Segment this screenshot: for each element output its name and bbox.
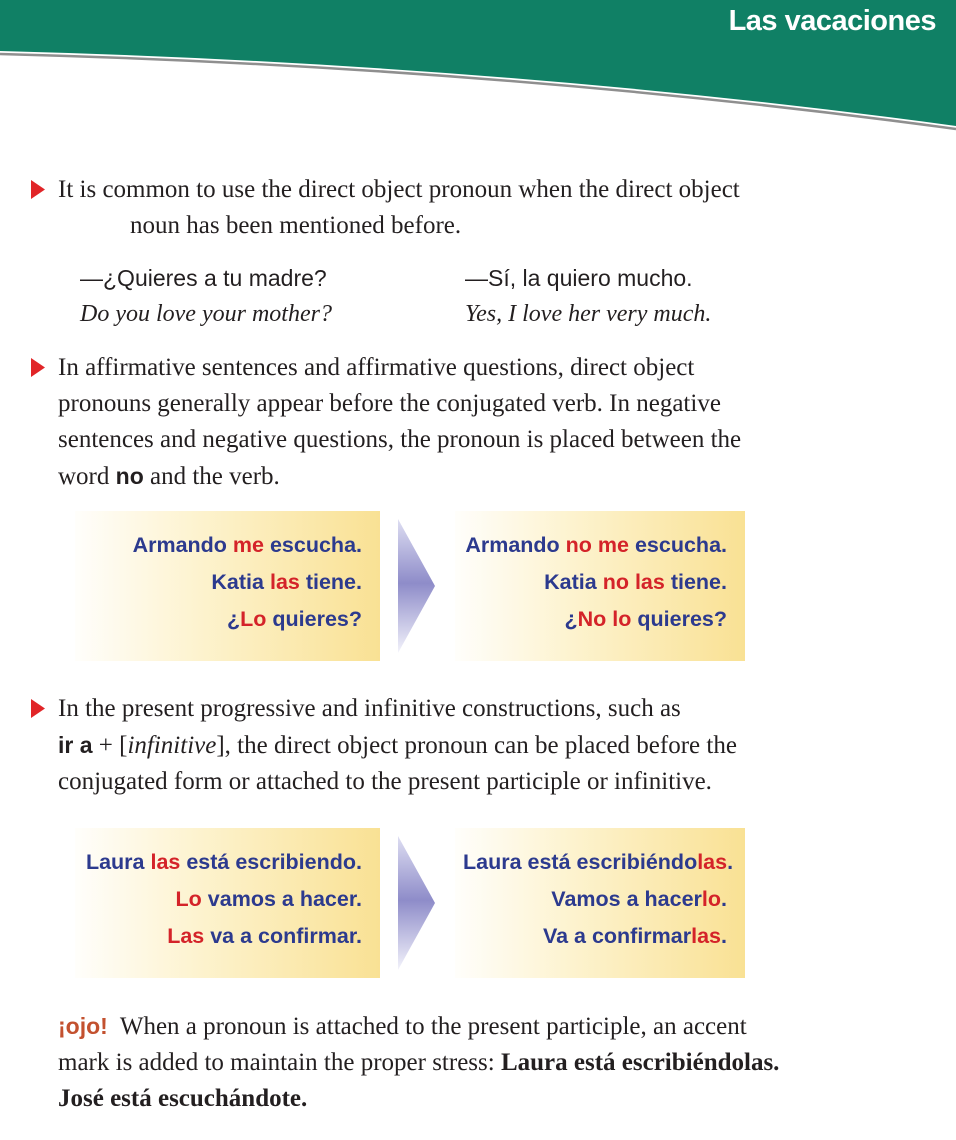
negative-examples-box bbox=[455, 511, 745, 661]
example-sentence: Armando me escucha. bbox=[132, 533, 362, 557]
page-title: Las vacaciones bbox=[728, 5, 936, 37]
grammar-point-3-line-3: conjugated form or attached to the present participle or infinitive. bbox=[58, 768, 712, 795]
grammar-point-1-line-2: noun has been mentioned before. bbox=[130, 212, 462, 239]
grammar-point-1-line-1: It is common to use the direct object pronoun when the direct object bbox=[58, 176, 740, 203]
header-band bbox=[0, 0, 956, 140]
dialogue-question-column bbox=[80, 260, 465, 332]
example-sentence: Vamos a hacerlo. bbox=[551, 887, 727, 911]
grammar-point-2 bbox=[58, 350, 926, 495]
grammar-point-2-line-3: sentences and negative questions, the pronoun is placed between the bbox=[58, 426, 742, 453]
affirmative-examples-box bbox=[75, 511, 380, 661]
dialogue-answer-spanish: —Sí, la quiero mucho. bbox=[465, 265, 693, 291]
transform-arrow-icon bbox=[398, 519, 435, 653]
bullet-arrow-icon bbox=[31, 180, 45, 199]
keyword-infinitive: infinitive bbox=[127, 732, 217, 759]
example-sentence: ¿No lo quieres? bbox=[564, 607, 727, 631]
dialogue-question-spanish: —¿Quieres a tu madre? bbox=[80, 265, 327, 291]
pronoun-attached-box bbox=[455, 828, 745, 978]
ojo-example-2: José está escuchándote. bbox=[58, 1085, 308, 1112]
keyword-no: no bbox=[115, 463, 144, 489]
example-sentence: Katia no las tiene. bbox=[544, 570, 727, 594]
dialogue-answer-translation: Yes, I love her very much. bbox=[465, 301, 712, 327]
grammar-point-3-line-1: In the present progressive and infinitive constructions, such as bbox=[58, 695, 681, 722]
example-sentence: Laura está escribiéndolas. bbox=[463, 850, 734, 874]
example-sentence: Las va a confirmar. bbox=[167, 924, 362, 948]
ojo-label: ¡ojo! bbox=[58, 1013, 108, 1039]
ojo-note bbox=[58, 1008, 926, 1117]
ojo-note-line-2: mark is added to maintain the proper stress: Laura está escribiéndolas. bbox=[58, 1049, 780, 1076]
lesson-content bbox=[0, 172, 956, 1117]
keyword-ir-a: ir a bbox=[58, 732, 93, 758]
example-sentence: Lo vamos a hacer. bbox=[175, 887, 362, 911]
grammar-point-3-line-2: ir a + [infinitive], the direct object pronoun can be placed before the bbox=[58, 732, 737, 759]
example-sentence: ¿Lo quieres? bbox=[226, 607, 362, 631]
dialogue-answer-column bbox=[465, 260, 850, 332]
example-box-pair-affirmative-negative bbox=[58, 511, 926, 661]
transform-arrow-icon bbox=[398, 836, 435, 970]
grammar-point-1 bbox=[58, 172, 926, 244]
grammar-point-3 bbox=[58, 691, 926, 800]
example-sentence: Va a confirmarlas. bbox=[542, 924, 727, 948]
ojo-example-1: Laura está escribiéndolas. bbox=[500, 1049, 780, 1076]
grammar-point-2-line-2: pronouns generally appear before the conjugated verb. In negative bbox=[58, 390, 721, 417]
pronoun-before-verb-box bbox=[75, 828, 380, 978]
grammar-point-2-line-4: word no and the verb. bbox=[58, 463, 280, 490]
bullet-arrow-icon bbox=[31, 699, 45, 718]
example-box-pair-pronoun-placement bbox=[58, 828, 926, 978]
example-sentence: Katia las tiene. bbox=[211, 570, 362, 594]
example-sentence: Armando no me escucha. bbox=[465, 533, 727, 557]
ojo-note-line-1: ¡ojo! When a pronoun is attached to the present participle, an accent bbox=[58, 1013, 747, 1040]
example-sentence: Laura las está escribiendo. bbox=[85, 850, 362, 874]
ojo-note-line-3 bbox=[58, 1081, 926, 1117]
grammar-point-2-line-1: In affirmative sentences and affirmative questions, direct object bbox=[58, 354, 695, 381]
example-dialogue bbox=[80, 260, 956, 332]
dialogue-question-translation: Do you love your mother? bbox=[80, 301, 332, 327]
bullet-arrow-icon bbox=[31, 358, 45, 377]
